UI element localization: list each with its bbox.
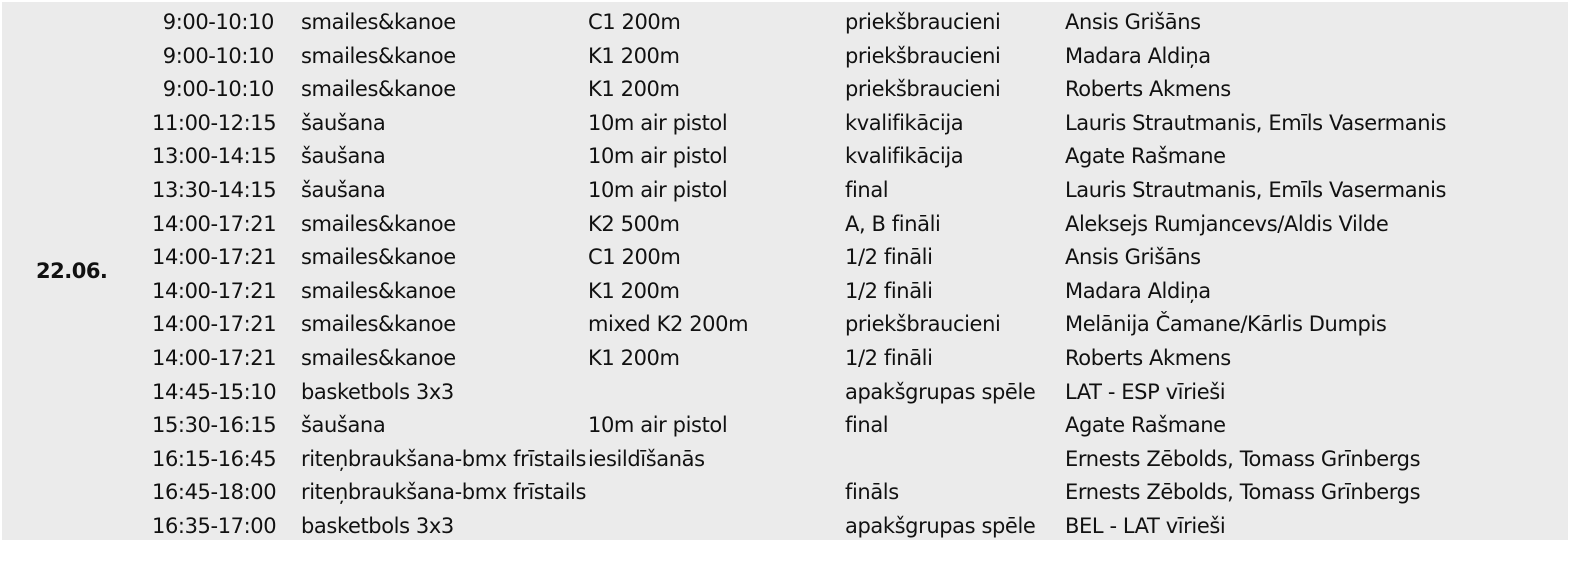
athletes-cell: Aleksejs Rumjancevs/Aldis Vilde [1065, 211, 1389, 236]
sport-cell: šaušana [301, 177, 386, 202]
table-row [2, 443, 1568, 477]
sport-cell: smailes&kanoe [301, 10, 456, 34]
schedule-date: 22.06. [36, 259, 108, 283]
athletes-cell: Lauris Strautmanis, Emīls Vasermanis [1065, 110, 1447, 135]
stage-cell: apakšgrupas spēle [845, 513, 1036, 538]
time-cell: 16:15-16:45 [152, 446, 277, 471]
athletes-cell: Roberts Akmens [1065, 345, 1231, 370]
sport-cell: smailes&kanoe [301, 43, 456, 68]
athletes-cell: Lauris Strautmanis, Emīls Vasermanis [1065, 177, 1447, 202]
event-cell: 10m air pistol [588, 110, 728, 135]
event-cell: K1 200m [588, 43, 680, 68]
time-cell: 9:00-10:10 [162, 43, 274, 68]
table-row [2, 107, 1568, 141]
time-cell: 15:30-16:15 [152, 413, 277, 438]
athletes-cell: Roberts Akmens [1065, 77, 1231, 102]
time-cell: 9:00-10:10 [162, 10, 274, 34]
sport-cell: basketbols 3x3 [301, 513, 454, 538]
sport-cell: basketbols 3x3 [301, 379, 454, 404]
sport-cell: smailes&kanoe [301, 345, 456, 370]
event-cell: mixed K2 200m [588, 312, 749, 337]
event-cell: C1 200m [588, 245, 681, 270]
athletes-cell: Ansis Grišāns [1065, 10, 1201, 34]
time-cell: 13:00-14:15 [152, 144, 277, 169]
table-row [2, 376, 1568, 410]
stage-cell: A, B fināli [845, 211, 941, 236]
stage-cell: priekšbraucieni [845, 312, 1001, 337]
table-row [2, 140, 1568, 174]
table-row [2, 208, 1568, 242]
time-cell: 14:45-15:10 [152, 379, 277, 404]
time-cell: 14:00-17:21 [152, 245, 277, 270]
event-cell: 10m air pistol [588, 144, 728, 169]
time-cell: 14:00-17:21 [152, 312, 277, 337]
schedule-table [2, 2, 1568, 540]
sport-cell: šaušana [301, 110, 386, 135]
time-cell: 14:00-17:21 [152, 345, 277, 370]
sport-cell: riteņbraukšana-bmx frīstails [301, 446, 587, 471]
time-cell: 16:45-18:00 [152, 480, 277, 505]
stage-cell: priekšbraucieni [845, 10, 1001, 34]
sport-cell: smailes&kanoe [301, 278, 456, 303]
stage-cell: final [845, 413, 889, 438]
sport-cell: smailes&kanoe [301, 245, 456, 270]
event-cell: 10m air pistol [588, 413, 728, 438]
event-cell: C1 200m [588, 10, 681, 34]
table-row [2, 40, 1568, 74]
event-cell: K1 200m [588, 278, 680, 303]
stage-cell: 1/2 fināli [845, 345, 933, 370]
sport-cell: riteņbraukšana-bmx frīstails [301, 480, 587, 505]
athletes-cell: Ernests Zēbolds, Tomass Grīnbergs [1065, 446, 1421, 471]
stage-cell: kvalifikācija [845, 144, 964, 169]
event-cell: 10m air pistol [588, 177, 728, 202]
event-cell: iesildīšanās [588, 446, 705, 471]
table-row [2, 510, 1568, 544]
table-row [2, 409, 1568, 443]
sport-cell: šaušana [301, 413, 386, 438]
athletes-cell: BEL - LAT vīrieši [1065, 513, 1226, 538]
table-row [2, 6, 1568, 40]
stage-cell: 1/2 fināli [845, 278, 933, 303]
event-cell: K2 500m [588, 211, 680, 236]
table-row [2, 342, 1568, 376]
sport-cell: smailes&kanoe [301, 312, 456, 337]
table-row [2, 73, 1568, 107]
athletes-cell: Madara Aldiņa [1065, 43, 1211, 68]
athletes-cell: Ansis Grišāns [1065, 245, 1201, 270]
schedule-rows [2, 6, 1568, 544]
stage-cell: kvalifikācija [845, 110, 964, 135]
event-cell: K1 200m [588, 77, 680, 102]
stage-cell: apakšgrupas spēle [845, 379, 1036, 404]
time-cell: 9:00-10:10 [162, 77, 274, 102]
table-row [2, 275, 1568, 309]
event-cell: K1 200m [588, 345, 680, 370]
stage-cell: priekšbraucieni [845, 77, 1001, 102]
time-cell: 14:00-17:21 [152, 211, 277, 236]
time-cell: 14:00-17:21 [152, 278, 277, 303]
table-row [2, 174, 1568, 208]
table-row [2, 241, 1568, 275]
stage-cell: priekšbraucieni [845, 43, 1001, 68]
time-cell: 16:35-17:00 [152, 513, 277, 538]
sport-cell: smailes&kanoe [301, 211, 456, 236]
time-cell: 13:30-14:15 [152, 177, 277, 202]
stage-cell: 1/2 fināli [845, 245, 933, 270]
table-row [2, 476, 1568, 510]
sport-cell: smailes&kanoe [301, 77, 456, 102]
athletes-cell: Melānija Čamane/Kārlis Dumpis [1065, 312, 1387, 337]
athletes-cell: LAT - ESP vīrieši [1065, 379, 1226, 404]
stage-cell: final [845, 177, 889, 202]
sport-cell: šaušana [301, 144, 386, 169]
time-cell: 11:00-12:15 [152, 110, 277, 135]
athletes-cell: Madara Aldiņa [1065, 278, 1211, 303]
stage-cell: fināls [845, 480, 899, 505]
athletes-cell: Agate Rašmane [1065, 144, 1226, 169]
athletes-cell: Ernests Zēbolds, Tomass Grīnbergs [1065, 480, 1421, 505]
athletes-cell: Agate Rašmane [1065, 413, 1226, 438]
table-row [2, 308, 1568, 342]
